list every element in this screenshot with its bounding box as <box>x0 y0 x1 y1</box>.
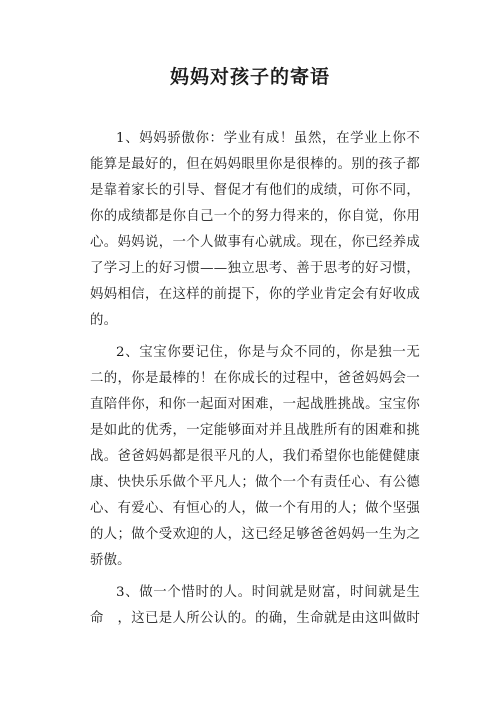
text-line: 二的，你是最棒的！在你成长的过程中，爸爸妈妈会一 <box>90 371 420 386</box>
text-line: 是靠着家长的引导、督促才有他们的成绩，可你不同， <box>90 183 420 198</box>
text-line: 的。 <box>90 313 118 328</box>
paragraph-3 <box>90 580 420 632</box>
text-line: 命 ，这已是人所公认的。的确，生命就是由这叫做时 <box>90 611 420 626</box>
text-line: 心。妈妈说，一个人做事有心就成。现在，你已经养成 <box>90 235 420 250</box>
text-line: 你的成绩都是你自己一个的努力得来的，你自觉，你用 <box>90 209 420 224</box>
text-line: 康、快快乐乐做个平凡人；做个一个有责任心、有公德 <box>90 475 420 490</box>
document-body <box>90 126 420 638</box>
text-line: 直陪伴你，和你一起面对困难，一起战胜挑战。宝宝你 <box>90 397 420 412</box>
text-line: 的人；做个受欢迎的人，这已经足够爸爸妈妈一生为之 <box>90 527 420 542</box>
text-line: 2、宝宝你要记住，你是与众不同的，你是独一无 <box>116 345 420 360</box>
text-line: 1、妈妈骄傲你：学业有成！虽然，在学业上你不 <box>116 131 420 146</box>
text-line: 战。爸爸妈妈都是很平凡的人，我们希望你也能健健康 <box>90 449 420 464</box>
paragraph-1 <box>90 126 420 334</box>
text-line: 了学习上的好习惯——独立思考、善于思考的好习惯， <box>90 261 420 276</box>
text-line: 能算是最好的，但在妈妈眼里你是很棒的。别的孩子都 <box>90 157 420 172</box>
document-title: 妈妈对孩子的寄语 <box>169 66 330 88</box>
text-line: 3、做一个惜时的人。时间就是财富，时间就是生 <box>116 585 420 600</box>
text-line: 妈妈相信，在这样的前提下，你的学业肯定会有好收成 <box>90 287 420 302</box>
paragraph-2 <box>90 340 420 574</box>
text-line: 心、有爱心、有恒心的人，做一个有用的人；做个坚强 <box>90 501 420 516</box>
text-line: 骄傲。 <box>90 553 131 568</box>
text-line: 是如此的优秀，一定能够面对并且战胜所有的困难和挑 <box>90 423 420 438</box>
